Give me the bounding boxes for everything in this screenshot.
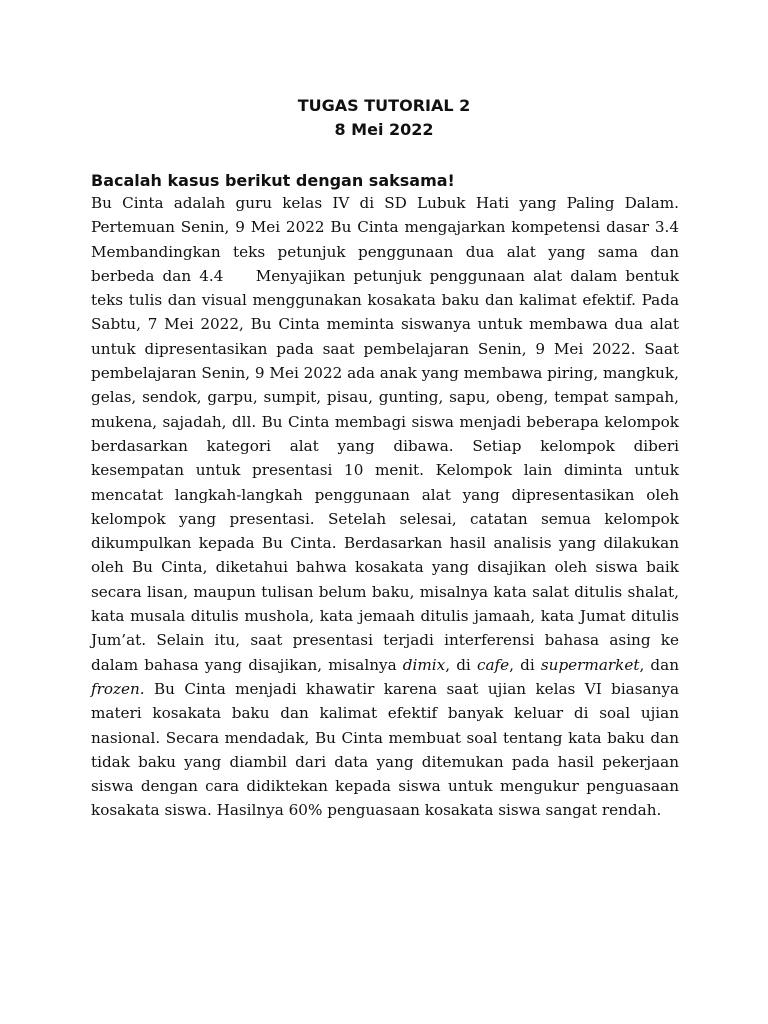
case-paragraph [91, 191, 679, 823]
paragraph-text-part1: Bu Cinta adalah guru kelas IV di SD Lubuk Hati yang Paling Dalam. Pertemuan Senin, 9 Mei 2022 Bu Cinta mengajarkan kompetensi dasar 3.4 Membandingkan teks petunjuk penggunaan dua alat yang sama dan berbeda dan 4.4 Menyajikan petunjuk penggunaan alat dalam bentuk teks tulis dan visual menggunakan kosakata baku dan kalimat efektif. Pada Sabtu, 7 Mei 2022, Bu Cinta meminta siswanya untuk membawa dua alat untuk dipresentasikan pada saat pembelajaran Senin, 9 Mei 2022. Saat pembelajaran Senin, 9 Mei 2022 ada anak yang membawa piring, mangkuk, gelas, sendok, garpu, sumpit, pisau, gunting, sapu, obeng, tempat sampah, mukena, sajadah, dll. Bu Cinta membagi siswa menjadi beberapa kelompok berdasarkan kategori alat yang dibawa. Setiap kelompok diberi kesempatan untuk presentasi 10 menit. Kelompok lain diminta untuk mencatat langkah-langkah penggunaan alat yang dipresentasikan oleh kelompok yang presentasi. Setelah selesai, catatan semua kelompok dikumpulkan kepada Bu Cinta. Berdasarkan hasil analisis yang dilakukan oleh Bu Cinta, diketahui bahwa kosakata yang disajikan oleh siswa baik secara lisan, maupun tulisan belum baku, misalnya kata salat ditulis shalat, kata musala ditulis mushola, kata jemaah ditulis jamaah, kata Jumat ditulis Jum’at. Selain itu, saat presentasi terjadi interferensi bahasa asing ke dalam bahasa yang disajikan, misalnya [91, 194, 679, 674]
document-title: TUGAS TUTORIAL 2 [297, 96, 471, 115]
foreign-term-frozen: frozen. [91, 679, 145, 698]
foreign-term-dimix: dimix [402, 655, 446, 674]
paragraph-text-part2: Bu Cinta menjadi khawatir karena saat ujian kelas VI biasanya materi kosakata baku dan kalimat efektif banyak keluar di soal ujian nasional. Secara mendadak, Bu Cinta membuat soal tentang kata baku dan tidak baku yang diambil dari data yang ditemukan pada hasil pekerjaan siswa dengan cara didiktekan kepada siswa untuk mengukur penguasaan kosakata siswa. Hasilnya 60% penguasaan kosakata siswa sangat rendah. [91, 679, 679, 820]
separator-1: , di [445, 655, 477, 674]
separator-2: , di [509, 655, 541, 674]
foreign-term-cafe: cafe [476, 655, 510, 674]
foreign-term-supermarket: supermarket [540, 655, 640, 674]
separator-3: , dan [639, 655, 679, 674]
instruction-heading: Bacalah kasus berikut dengan saksama! [91, 171, 455, 190]
document-date: 8 Mei 2022 [334, 120, 434, 139]
